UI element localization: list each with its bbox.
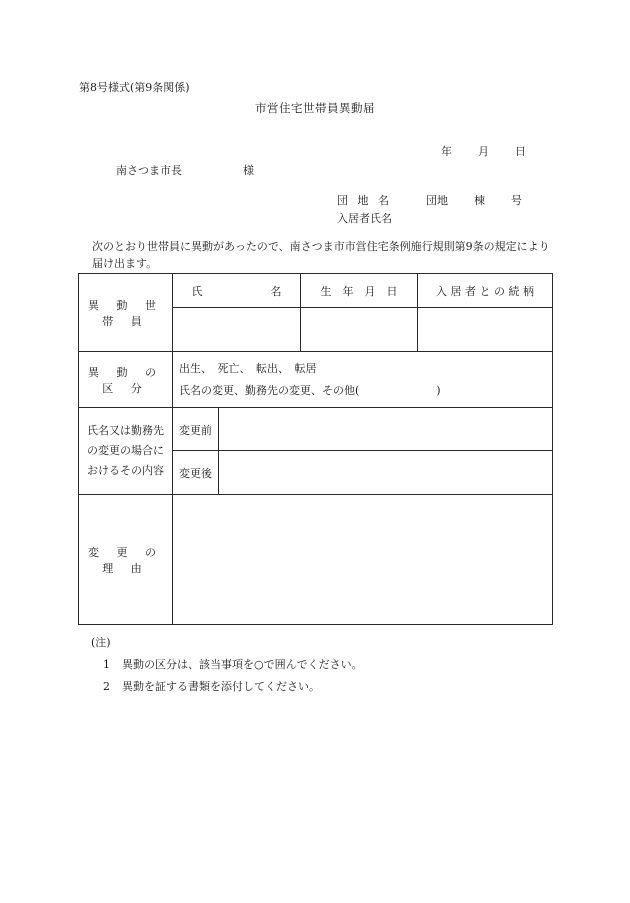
change-form-table: [78, 273, 553, 625]
document-title: 市営住宅世帯員異動届: [255, 101, 375, 115]
after-label-cell: [173, 451, 219, 495]
date-line: [441, 143, 526, 159]
category-options-line2: 氏名の変更、勤務先の変更、その他( ): [179, 384, 441, 397]
name-header-part1: 氏: [191, 284, 203, 298]
note-text-1: 異動の区分は、該当事項を○で囲んでください。: [122, 658, 363, 671]
birthdate-header: [301, 274, 418, 308]
addressee-name: 南さつま市長: [116, 164, 182, 177]
before-input-cell[interactable]: [219, 408, 553, 451]
before-label: 変更前: [179, 424, 212, 437]
intro-text: [92, 238, 554, 272]
name-input-cell[interactable]: [173, 308, 301, 352]
danchi-unit: 団地: [426, 194, 448, 207]
note-text-2: 異動を証する書類を添付してください。: [122, 680, 320, 693]
after-label: 変更後: [179, 467, 212, 480]
category-options-line1: 出生、 死亡、 転出、 転居: [179, 362, 317, 375]
before-label-cell: [173, 408, 219, 451]
reason-label-cell: [79, 495, 173, 625]
reason-input-cell[interactable]: [173, 495, 553, 625]
change-content-label-cell: [79, 408, 173, 495]
relation-header: [418, 274, 553, 308]
member-label: 異 動 世 帯 員: [88, 298, 163, 328]
intro-paragraph: 次のとおり世帯員に異動があったので、南さつま市市営住宅条例施行規則第9条の規定により届け出ます。: [92, 240, 550, 270]
date-year: 年: [441, 145, 452, 158]
relation-input-cell[interactable]: [418, 308, 553, 352]
note-number-1: 1: [103, 658, 110, 671]
room-unit: 号: [511, 194, 522, 207]
name-header: [173, 274, 301, 308]
danchi-label: 団 地 名: [337, 194, 392, 207]
note-number-2: 2: [103, 680, 110, 693]
change-content-label-line1: 氏名又は勤務先: [87, 424, 164, 437]
reason-label: 変 更 の 理 由: [88, 545, 163, 575]
note-item-1: [103, 656, 363, 672]
change-content-label-line3: おけるその内容: [87, 464, 164, 477]
member-label-cell: [79, 274, 173, 352]
name-header-part2: 名: [270, 284, 282, 298]
category-options[interactable]: [173, 352, 553, 408]
resident-name-label: 入居者氏名: [337, 212, 392, 225]
form-number: 第8号様式(第9条関係): [79, 81, 190, 94]
after-input-cell[interactable]: [219, 451, 553, 495]
addressee-suffix: 様: [243, 164, 254, 177]
building-unit: 棟: [474, 194, 485, 207]
birthdate-input-cell[interactable]: [301, 308, 418, 352]
category-label-cell: [79, 352, 173, 408]
change-content-label-line2: の変更の場合に: [87, 444, 164, 457]
date-day: 日: [515, 145, 526, 158]
note-item-2: [103, 678, 320, 694]
date-month: 月: [478, 145, 489, 158]
category-label: 異 動 の 区 分: [88, 365, 163, 395]
relation-header-label: 入 居 者 と の 続 柄: [436, 284, 534, 298]
notes-heading: (注): [91, 636, 111, 649]
birthdate-header-label: 生 年 月 日: [320, 284, 398, 298]
danchi-row: [337, 192, 522, 208]
